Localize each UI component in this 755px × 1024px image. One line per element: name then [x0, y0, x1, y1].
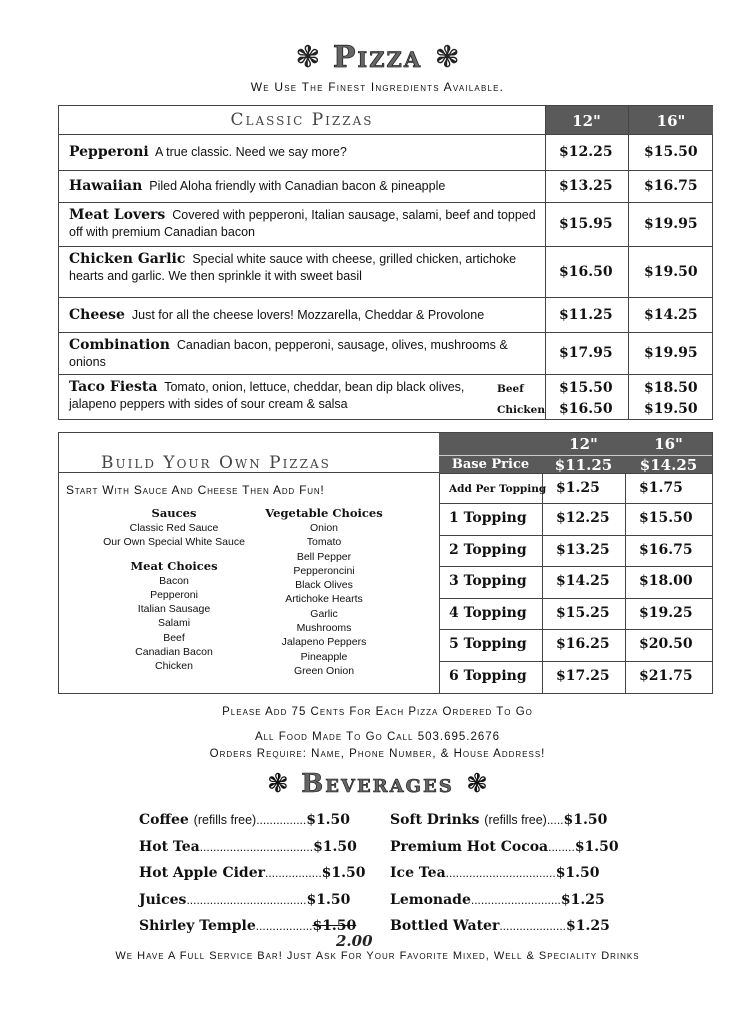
sauces-column: [89, 505, 259, 674]
topping-row: [439, 535, 712, 567]
beverage-dots: ....................: [499, 919, 567, 933]
beverage-price: $1.50: [306, 891, 351, 908]
beverage-item: [139, 918, 356, 934]
beverage-name: Bottled Water: [390, 918, 500, 934]
meat-item: Italian Sausage: [137, 603, 211, 616]
build-size-12-header: 12": [569, 435, 598, 453]
veg-item: Garlic: [310, 607, 338, 620]
meat-item: Canadian Bacon: [135, 646, 213, 659]
veg-item: Pepperoncini: [293, 564, 355, 577]
beverage-price: $1.50: [312, 918, 357, 934]
topping-row: [439, 629, 712, 661]
beverage-price: $1.50: [306, 812, 351, 828]
beverage-name: Hot Apple Cider: [139, 865, 265, 881]
pizza-name: Meat Lovers: [69, 207, 166, 223]
classic-size-16-header: 16": [628, 106, 713, 134]
price-12: $11.25: [559, 307, 613, 323]
classic-size-12-header: 12": [545, 106, 628, 134]
base-price-row: [439, 455, 712, 474]
topping-label: 6 Topping: [449, 667, 527, 684]
meat-heading: Meat Choices: [130, 558, 218, 573]
topping-price-16: $20.50: [639, 636, 693, 652]
base-price-12: $11.25: [554, 456, 613, 474]
beverage-price: $1.50: [555, 865, 600, 881]
pizza-desc: Canadian bacon, pepperoni, sausage, olives, mushrooms & onions: [69, 338, 508, 369]
beverage-item: [390, 812, 607, 828]
topping-price-16: $19.25: [639, 604, 693, 621]
price-16: $19.95: [644, 345, 698, 361]
topping-label: 4 Topping: [449, 604, 527, 621]
veg-item: Artichoke Hearts: [285, 593, 363, 606]
veg-item: Bell Pepper: [296, 550, 352, 563]
topping-price-16: $21.75: [639, 667, 693, 684]
pizza-description: [69, 251, 539, 285]
beverage-dots: .................: [255, 919, 313, 933]
classic-pizza-row-taco: [59, 374, 712, 420]
classic-pizza-row: [59, 332, 712, 375]
beverage-name: Premium Hot Cocoa: [390, 838, 549, 855]
beverage-dots: ..................................: [199, 839, 314, 854]
add-per-topping-row: [439, 473, 712, 504]
pizza-name: Hawaiian: [69, 178, 143, 194]
topping-price-12: $12.25: [556, 510, 610, 526]
pizza-desc: Special white sauce with cheese, grilled chicken, artichoke hearts and garlic. We then sprinkle it with sweet basil: [69, 252, 517, 283]
topping-label: 5 Topping: [449, 636, 527, 652]
pizza-name: Pepperoni: [69, 144, 149, 160]
add-per-topping-12: $1.25: [556, 480, 600, 496]
sauce-item: Our Own Special White Sauce: [103, 536, 245, 549]
meat-item: Beef: [163, 631, 185, 644]
pizza-name: Chicken Garlic: [69, 251, 186, 267]
topping-row: [439, 598, 712, 630]
chicken-label: Chicken: [497, 404, 545, 416]
beverage-name: Shirley Temple: [139, 918, 256, 934]
pizza-description: [69, 337, 539, 371]
pizza-desc: Piled Aloha friendly with Canadian bacon & pineapple: [149, 179, 446, 193]
classic-pizza-row: [59, 297, 712, 333]
add-per-topping-label: Add Per Topping: [449, 483, 547, 495]
veg-item: Jalapeno Peppers: [281, 636, 367, 649]
beverage-dots: .....: [546, 813, 564, 827]
beef-price-16: $18.50: [644, 380, 698, 396]
pizza-desc: A true classic. Need we say more?: [155, 145, 347, 159]
topping-row: [439, 503, 712, 535]
topping-row: [439, 566, 712, 598]
build-size-header: [439, 433, 712, 455]
ornament-left-icon: ❃: [267, 768, 289, 798]
beverage-dots: ...............: [256, 813, 307, 827]
pizza-description: [69, 307, 539, 324]
topping-price-12: $15.25: [556, 604, 610, 621]
price-16: $15.50: [644, 144, 698, 160]
veg-item: Tomato: [306, 536, 342, 549]
vegetable-column: [259, 505, 389, 678]
pizza-description: [69, 207, 539, 241]
base-price-16: $14.25: [639, 456, 698, 474]
price-12: $12.25: [559, 144, 613, 160]
ornament-left-icon: ❃: [295, 41, 321, 74]
classic-pizza-row: [59, 246, 712, 298]
beverages-title: Beverages: [301, 768, 454, 799]
pizza-description: [69, 379, 489, 413]
beverage-item: [139, 812, 350, 828]
veg-item: Black Olives: [295, 579, 353, 592]
classic-pizzas-table: [58, 105, 713, 420]
topping-price-16: $15.50: [639, 510, 693, 526]
pizza-desc: Covered with pepperoni, Italian sausage, salami, beef and topped off with premium Canadian bacon: [69, 208, 536, 239]
beef-price-12: $15.50: [559, 380, 613, 396]
pizza-name: Taco Fiesta: [69, 379, 158, 395]
topping-price-12: $14.25: [556, 573, 610, 589]
topping-price-12: $16.25: [556, 636, 610, 652]
chicken-price-12: $16.50: [559, 401, 613, 417]
pizza-desc: Just for all the cheese lovers! Mozzarella, Cheddar & Provolone: [131, 308, 485, 322]
beverage-name: Soft Drinks: [390, 812, 480, 828]
beverage-name: Hot Tea: [139, 838, 200, 855]
build-your-own-table: [58, 432, 713, 694]
add-per-topping-16: $1.75: [639, 480, 683, 496]
price-16: $19.95: [644, 216, 698, 232]
handwritten-price: 2.00: [336, 932, 373, 950]
ornament-right-icon: ❃: [466, 768, 488, 798]
beverage-item: [390, 865, 600, 881]
classic-pizza-row: [59, 134, 712, 171]
price-16: $16.75: [644, 178, 698, 194]
meat-item: Pepperoni: [150, 588, 198, 601]
beverage-note: (refills free): [193, 813, 257, 827]
meat-item: Salami: [157, 617, 191, 630]
pizza-name: Cheese: [69, 307, 125, 323]
beverage-name: Lemonade: [390, 891, 471, 908]
beef-label: Beef: [497, 383, 524, 395]
chicken-price-16: $19.50: [644, 401, 698, 417]
veg-item: Pineapple: [300, 650, 348, 663]
beverage-dots: ....................................: [186, 892, 307, 907]
beverage-price: $1.50: [563, 812, 608, 828]
beverage-item: [139, 865, 366, 881]
topping-label: 2 Topping: [449, 541, 527, 558]
classic-pizza-row: [59, 202, 712, 247]
price-12: $16.50: [559, 264, 613, 280]
veg-item: Onion: [309, 522, 339, 534]
beverage-dots: .................: [264, 866, 322, 880]
price-12: $17.95: [559, 345, 613, 361]
sauce-item: Classic Red Sauce: [129, 522, 219, 534]
build-title: Build Your Own Pizzas: [101, 453, 331, 473]
meat-item: Chicken: [155, 660, 193, 673]
price-12: $15.95: [559, 216, 613, 232]
beverage-name: Juices: [139, 891, 187, 908]
require-note: Orders Require: Name, Phone Number, & House Address!: [209, 748, 546, 760]
topping-price-16: $16.75: [639, 541, 693, 558]
price-16: $19.50: [644, 264, 698, 280]
pizza-desc: Tomato, onion, lettuce, cheddar, bean dip black olives, jalapeno peppers with sides of sour cream & salsa: [69, 380, 465, 411]
vegetable-heading: Vegetable Choices: [265, 506, 383, 520]
beverage-dots: ...........................: [470, 892, 561, 907]
to-go-note: Please Add 75 Cents For Each Pizza Ordered To Go: [222, 706, 533, 718]
beverage-name: Coffee: [139, 812, 189, 828]
classic-pizza-row: [59, 170, 712, 203]
beverage-item: [139, 839, 357, 855]
pizza-description: [69, 178, 539, 195]
beverage-item: [390, 839, 619, 855]
topping-price-16: $18.00: [639, 573, 693, 589]
build-size-16-header: 16": [654, 435, 683, 453]
topping-label: 3 Topping: [449, 573, 527, 589]
ornament-right-icon: ❃: [434, 41, 460, 74]
topping-price-12: $13.25: [556, 541, 610, 558]
beverage-price: $1.50: [321, 865, 366, 881]
beverage-price: $1.50: [574, 838, 619, 855]
footer-note: We Have A Full Service Bar! Just Ask For Your Favorite Mixed, Well & Speciality Drinks: [115, 950, 640, 962]
build-divider: [59, 472, 439, 473]
sauces-heading: Sauces: [151, 506, 197, 520]
beverage-name: Ice Tea: [390, 865, 446, 881]
build-intro: Start With Sauce And Cheese Then Add Fun!: [66, 483, 325, 497]
beverage-price: $1.50: [313, 838, 357, 855]
page-title: Pizza: [332, 40, 423, 75]
topping-price-12: $17.25: [556, 667, 610, 684]
pizza-name: Combination: [69, 337, 170, 353]
call-note: All Food Made To Go Call 503.695.2676: [254, 731, 501, 743]
page-subtitle: We Use The Finest Ingredients Available.: [250, 80, 505, 94]
beverage-dots: ........: [548, 839, 575, 854]
price-12: $13.25: [559, 178, 613, 194]
beverage-note: (refills free): [484, 813, 547, 827]
veg-item: Green Onion: [293, 664, 355, 677]
price-16: $14.25: [644, 307, 698, 323]
beverage-price: $1.25: [560, 891, 605, 908]
title-row: [0, 40, 755, 75]
veg-item: Mushrooms: [296, 622, 352, 635]
beverage-item: [390, 892, 605, 908]
beverage-item: [139, 892, 350, 908]
beverage-dots: .................................: [445, 866, 556, 880]
classic-pizzas-title: Classic Pizzas: [230, 110, 374, 130]
topping-row: [439, 661, 712, 693]
base-price-label: Base Price: [451, 457, 530, 472]
topping-label: 1 Topping: [449, 510, 527, 526]
beverage-price: $1.25: [566, 918, 610, 934]
pizza-description: [69, 144, 539, 161]
meat-item: Bacon: [159, 574, 189, 587]
beverages-title-row: [0, 768, 755, 799]
beverage-item: [390, 918, 610, 934]
